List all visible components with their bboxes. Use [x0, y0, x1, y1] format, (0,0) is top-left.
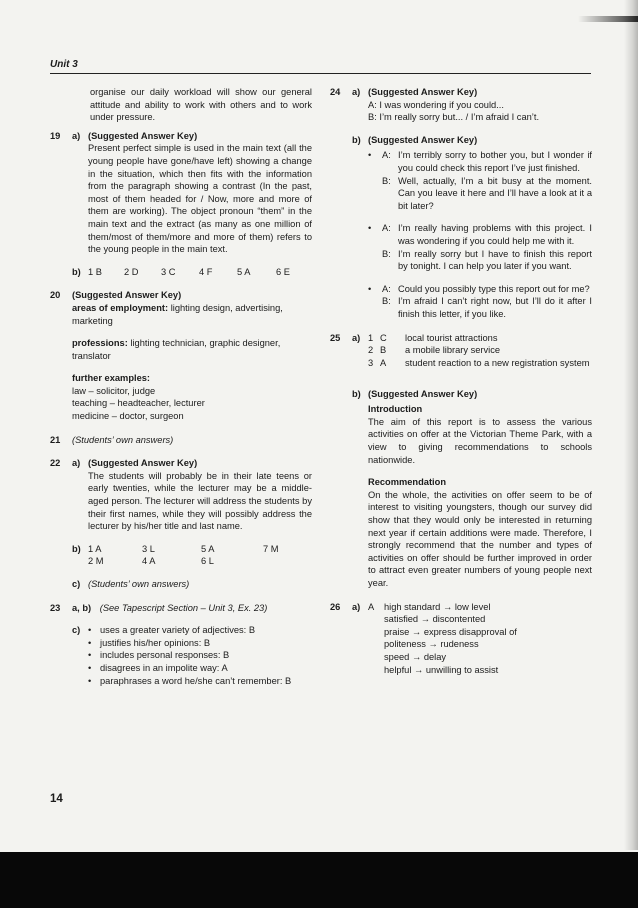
question-19	[50, 130, 312, 279]
question-25	[330, 332, 592, 590]
key-item: 7 M	[263, 543, 279, 554]
answer-key-heading: (Suggested Answer Key)	[368, 134, 478, 145]
header-rule	[50, 73, 591, 74]
recommendation-heading: Recommendation	[368, 477, 447, 488]
question-20	[50, 289, 312, 422]
question-number: 21	[50, 434, 61, 445]
part-label: a)	[352, 601, 361, 612]
professions: professions: lighting technician, graphic designer, translator	[72, 338, 281, 361]
right-column	[330, 86, 592, 687]
part-label: a)	[72, 458, 81, 469]
key-item: 2 D	[124, 266, 139, 277]
dialogue	[368, 283, 592, 321]
part-letter: A	[368, 601, 375, 612]
q21-text: (Students’ own answers)	[72, 434, 174, 445]
dialogue	[368, 222, 592, 272]
key-item: 5 A	[237, 266, 251, 277]
example-item: teaching – headteacher, lecturer	[72, 398, 205, 409]
word-pair: satisfied → discontented	[384, 614, 486, 625]
word-pair: high standard → low level	[384, 601, 491, 612]
key-item: 5 A	[201, 543, 215, 554]
part-label: a)	[352, 87, 361, 97]
answer-key-heading: (Suggested Answer Key)	[88, 130, 198, 141]
q22b-key-row	[88, 543, 312, 556]
key-item: 1 A	[88, 543, 102, 554]
key-item: 1 B	[88, 266, 102, 277]
dialogue-line: • A: I’m really having problems with this project. I was wondering if you could help me with it.	[368, 223, 592, 246]
question-number: 24	[330, 87, 341, 97]
q19b-key	[88, 266, 312, 279]
dialogue-line: B: I’m really sorry but... / I’m afraid I can’t.	[368, 112, 540, 123]
arrow-icon: →	[442, 601, 453, 612]
question-number: 19	[50, 130, 61, 141]
q23ab: a, b) (See Tapescript Section – Unit 3, Ex. 23)	[72, 602, 268, 613]
dialogue-line: B: Well, actually, I’m a bit busy at the moment. Can you leave it here and I’ll have a look at it a bit later?	[382, 175, 592, 211]
answer-key-heading: (Suggested Answer Key)	[368, 388, 478, 399]
key-item: 6 E	[276, 266, 290, 277]
example-item: law – solicitor, judge	[72, 385, 156, 396]
word-pair: helpful → unwilling to assist	[384, 664, 499, 675]
match-row: 1 C local tourist attractions	[368, 332, 498, 343]
list-item: • disagrees in an impolite way: A	[88, 662, 228, 673]
question-number: 22	[50, 458, 61, 469]
part-label: b)	[72, 543, 81, 554]
q19a-text: Present perfect simple is used in the main text (all the young people have gone/have left) showing a change in the situation, which then fits with the information from the paragraph showing a contrast (In the past, most of them headed for / Now, more and more of them are working). The object pronoun “them” in the main text and the extract (as many as one million of them/most of them/more and more of them) refers to the young people in the main text.	[88, 143, 312, 255]
key-item: 3 C	[161, 266, 176, 277]
match-row: 2 B a mobile library service	[368, 345, 501, 356]
q22a-text: The students will probably be in their late teens or early twenties, while the lecturer may be a middle-aged person. The lecturer will address the students by their first names, while they will possibly address the lecturer by his/her title and last name.	[88, 470, 312, 532]
question-number: 20	[50, 290, 61, 301]
further-examples-label: further examples:	[72, 373, 151, 384]
unit-header: Unit 3	[50, 59, 78, 70]
word-pair: speed → delay	[384, 651, 447, 662]
part-label: b)	[352, 388, 361, 399]
part-label: b)	[72, 266, 81, 277]
list-item: • uses a greater variety of adjectives: B	[88, 625, 256, 636]
key-item: 2 M	[88, 556, 104, 567]
match-row: 3 A student reaction to a new registration system	[368, 357, 590, 368]
dialogue-line: • A: Could you possibly type this report out for me?	[368, 283, 590, 294]
page-edge-shadow	[624, 0, 638, 850]
dialogue-line: • A: I’m terribly sorry to bother you, but I wonder if you could check this report I’ve just finished.	[368, 150, 592, 173]
question-21	[50, 434, 312, 447]
dialogue-line: B: I’m afraid I can’t right now, but I’ll do it after I finish this letter, if you like.	[382, 296, 592, 319]
question-number: 26	[330, 601, 341, 612]
q22b-key-row	[88, 555, 312, 568]
arrow-icon: →	[420, 614, 430, 625]
part-label: a)	[352, 332, 361, 343]
areas-of-employment: areas of employment: lighting design, advertising, marketing	[72, 302, 283, 326]
key-item: 6 L	[201, 556, 214, 567]
key-item: 3 L	[142, 543, 155, 554]
word-pair: praise → express disapproval of	[384, 626, 517, 637]
list-item: • paraphrases a word he/she can’t remember: B	[88, 675, 292, 686]
question-22	[50, 457, 312, 590]
answer-key-heading: (Suggested Answer Key)	[368, 87, 478, 97]
question-number: 23	[50, 602, 61, 613]
example-item: medicine – doctor, surgeon	[72, 411, 184, 422]
key-item: 4 A	[142, 556, 156, 567]
part-label: c)	[72, 579, 81, 589]
list-item: • includes personal responses: B	[88, 650, 230, 661]
dialogue	[368, 149, 592, 212]
question-number: 25	[330, 332, 341, 343]
introduction-text: The aim of this report is to assess the various activities on offer at the Victorian Theme Park, with a view to giving recommendations to schools nationwide.	[368, 416, 592, 465]
answer-key-heading: (Suggested Answer Key)	[88, 458, 198, 469]
recommendation-text: On the whole, the activities on offer seem to be of interest to visiting youngsters, though our survey did show that they would only be interested in returning next year if certain additions were made. Therefore, I strongly recommend that the number and types of activities on offer should be further improved in order to attract even greater numbers of young people next year.	[368, 489, 592, 588]
question-24	[330, 86, 592, 321]
part-label: b)	[352, 134, 361, 145]
dialogue-line: B: I’m really sorry but I have to finish this report by tonight. I can help you later if you want.	[382, 248, 592, 272]
page-number: 14	[50, 793, 63, 805]
question-23	[50, 602, 312, 688]
scan-bottom-band	[0, 852, 638, 908]
word-pair: politeness → rudeness	[384, 639, 479, 650]
arrow-icon: →	[411, 651, 422, 662]
key-item: 4 F	[199, 266, 213, 277]
answer-key-heading: (Suggested Answer Key)	[72, 290, 182, 301]
arrow-icon: →	[411, 626, 422, 637]
arrow-icon: →	[428, 639, 438, 650]
introduction-heading: Introduction	[368, 404, 423, 415]
dialogue-line: A: I was wondering if you could...	[368, 99, 504, 110]
q18-continuation: organise our daily workload will show our general attitude and ability to work with others and to work under pressure.	[90, 87, 312, 123]
page-corner-shadow	[578, 16, 638, 22]
question-26	[330, 601, 592, 677]
part-label: c)	[72, 625, 81, 636]
left-column	[50, 86, 312, 698]
part-label: a)	[72, 130, 81, 141]
q22c-text: (Students’ own answers)	[88, 579, 190, 589]
list-item: • justifies his/her opinions: B	[88, 637, 211, 648]
arrow-icon: →	[414, 664, 424, 675]
